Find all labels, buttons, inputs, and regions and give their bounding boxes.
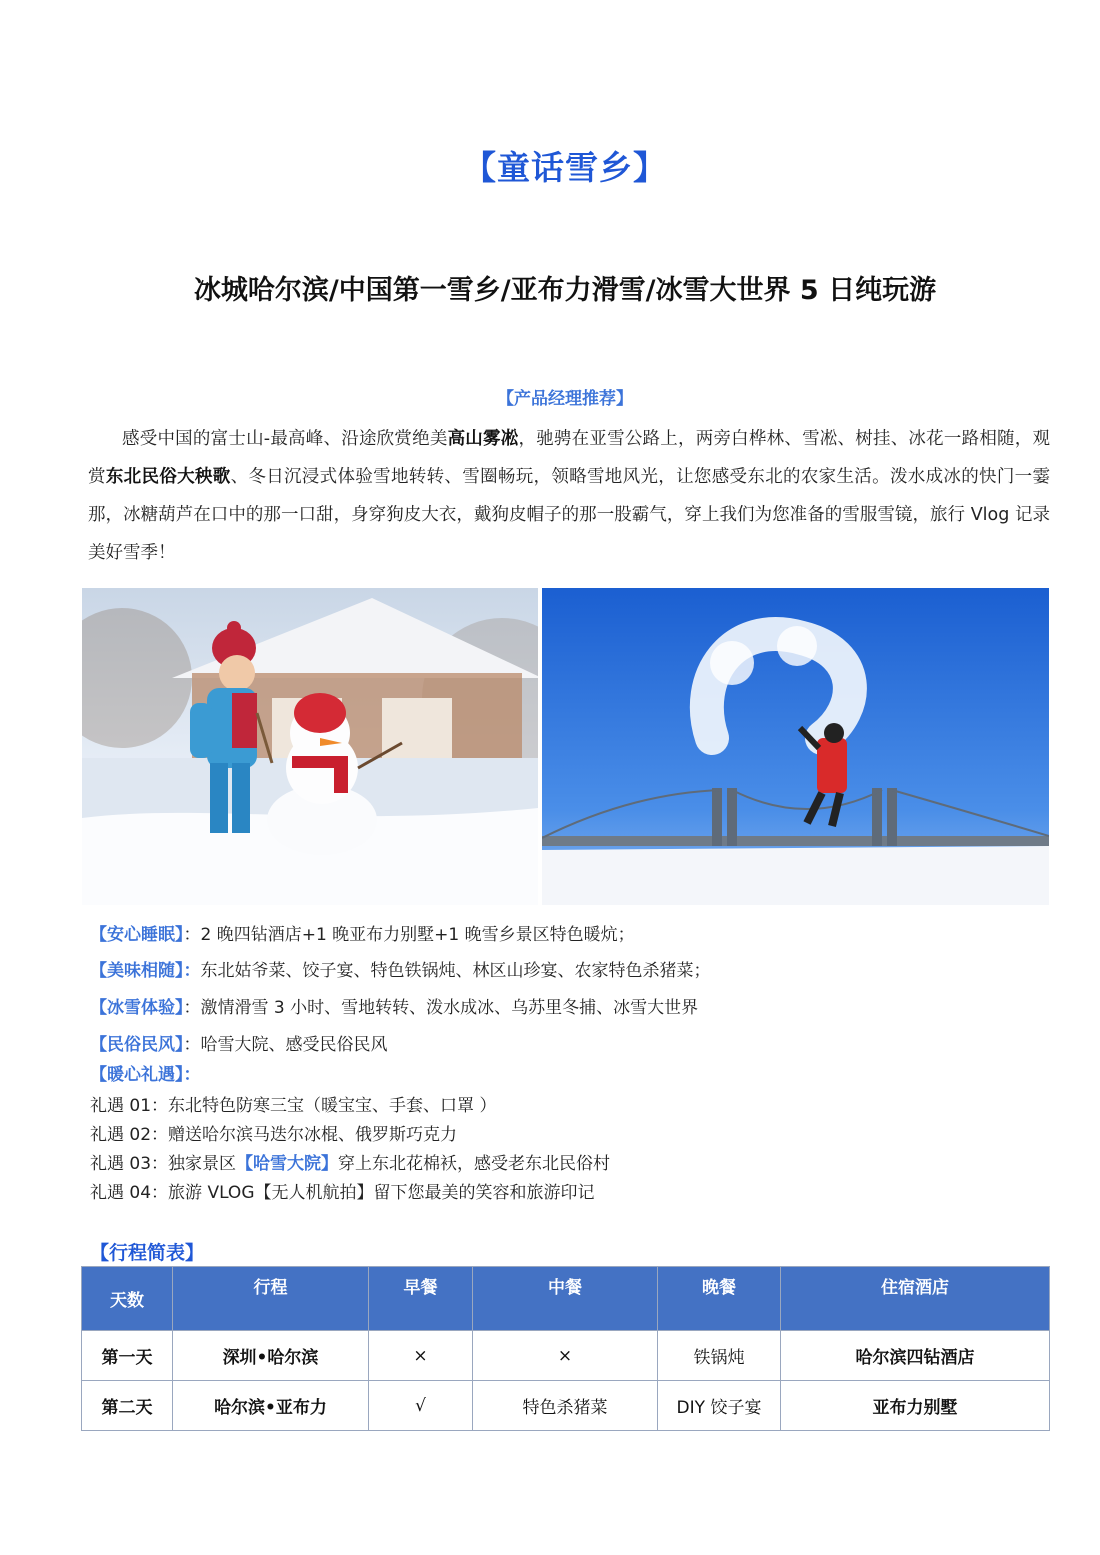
route-cell: 深圳•哈尔滨 xyxy=(173,1331,369,1381)
lunch-cell: 特色杀猪菜 xyxy=(473,1381,658,1431)
feature-text: 东北姑爷菜、饺子宴、特色铁锅炖、林区山珍宴、农家特色杀猪菜； xyxy=(200,961,711,981)
feature-sep: ： xyxy=(183,1035,201,1055)
gift-item-1 xyxy=(90,1092,496,1121)
recommend-title: 【产品经理推荐】 xyxy=(497,389,633,409)
gift-text: 礼遇 03：独家景区 xyxy=(90,1154,237,1174)
intro-text-2: ，驰骋在亚雪公路上，两旁白桦林、雪凇、树挂、冰花一路相随，观赏 xyxy=(88,429,1050,487)
feature-gifts xyxy=(90,1060,201,1090)
gift-text: 礼遇 01：东北特色防寒三宝（暖宝宝、手套、口罩 ） xyxy=(90,1096,497,1116)
page-title: 【童话雪乡】 xyxy=(463,148,667,187)
feature-sep: ： xyxy=(183,925,201,945)
gift-text: 礼遇 02：赠送哈尔滨马迭尔冰棍、俄罗斯巧克力 xyxy=(90,1125,458,1145)
day-cell: 第二天 xyxy=(82,1381,173,1431)
header-cell: 住宿酒店 xyxy=(781,1267,1050,1331)
dinner-cell: DIY 饺子宴 xyxy=(658,1381,781,1431)
intro-text-3: 、冬日沉浸式体验雪地转转、雪圈畅玩，领略雪地风光，让您感受东北的农家生活。泼水成冰的快门一霎那，冰糖葫芦在口中的那一口甜，身穿狗皮大衣，戴狗皮帽子的那一股霸气，穿上我们为您准备的雪服雪镜，旅行 Vlog 记录美好雪季！ xyxy=(88,467,1051,563)
gift-text-after: 穿上东北花棉袄，感受老东北民俗村 xyxy=(338,1154,611,1174)
breakfast-cell: × xyxy=(369,1331,473,1381)
schedule-table xyxy=(81,1266,1050,1431)
gift-item-4 xyxy=(90,1179,595,1208)
feature-tag: 【暖心礼遇】 xyxy=(90,1065,184,1085)
feature-sleep xyxy=(90,920,635,950)
hotel-cell: 亚布力别墅 xyxy=(781,1381,1050,1431)
feature-tag: 【民俗民风】 xyxy=(90,1035,184,1055)
table-header-row xyxy=(82,1267,1050,1331)
feature-sep: ： xyxy=(183,998,201,1018)
snowman-photo xyxy=(82,588,538,905)
table-row xyxy=(82,1331,1050,1381)
feature-folk xyxy=(90,1030,388,1060)
feature-tag: 【美味相随】 xyxy=(90,961,184,981)
feature-tag: 【冰雪体验】 xyxy=(90,998,184,1018)
schedule-title: 【行程简表】 xyxy=(90,1242,205,1264)
lunch-cell: × xyxy=(473,1331,658,1381)
header-cell: 中餐 xyxy=(473,1267,658,1331)
dinner-cell: 铁锅炖 xyxy=(658,1331,781,1381)
gift-item-2 xyxy=(90,1121,457,1150)
feature-food xyxy=(90,956,711,986)
feature-sep: ： xyxy=(183,1065,201,1085)
intro-bold-2: 东北民俗大秧歌 xyxy=(105,467,231,487)
gift-highlight: 【哈雪大院】 xyxy=(236,1154,339,1174)
header-cell: 晚餐 xyxy=(658,1267,781,1331)
day-cell: 第一天 xyxy=(82,1331,173,1381)
feature-sep: ： xyxy=(183,961,201,981)
splash-ice-photo xyxy=(542,588,1049,905)
table-row xyxy=(82,1381,1050,1431)
feature-text: 激情滑雪 3 小时、雪地转转、泼水成冰、乌苏里冬捕、冰雪大世界 xyxy=(200,998,699,1018)
feature-text: 哈雪大院、感受民俗民风 xyxy=(200,1035,388,1055)
gift-item-3 xyxy=(90,1150,610,1179)
intro-text-1: 感受中国的富士山-最高峰、沿途欣赏绝美 xyxy=(122,429,448,449)
header-cell: 天数 xyxy=(82,1267,173,1331)
header-cell: 早餐 xyxy=(369,1267,473,1331)
breakfast-cell: √ xyxy=(369,1381,473,1431)
product-subtitle: 冰城哈尔滨/中国第一雪乡/亚布力滑雪/冰雪大世界 5 日纯玩游 xyxy=(193,275,937,306)
feature-snow xyxy=(90,993,698,1023)
header-cell: 行程 xyxy=(173,1267,369,1331)
recommend-paragraph xyxy=(88,420,1050,572)
hotel-cell: 哈尔滨四钻酒店 xyxy=(781,1331,1050,1381)
feature-text: 2 晚四钻酒店+1 晚亚布力别墅+1 晚雪乡景区特色暖炕； xyxy=(200,925,635,945)
route-cell: 哈尔滨•亚布力 xyxy=(173,1381,369,1431)
feature-tag: 【安心睡眠】 xyxy=(90,925,184,945)
gift-text: 礼遇 04：旅游 VLOG【无人机航拍】留下您最美的笑容和旅游印记 xyxy=(90,1183,595,1203)
intro-bold-1: 高山雾凇 xyxy=(447,429,519,449)
